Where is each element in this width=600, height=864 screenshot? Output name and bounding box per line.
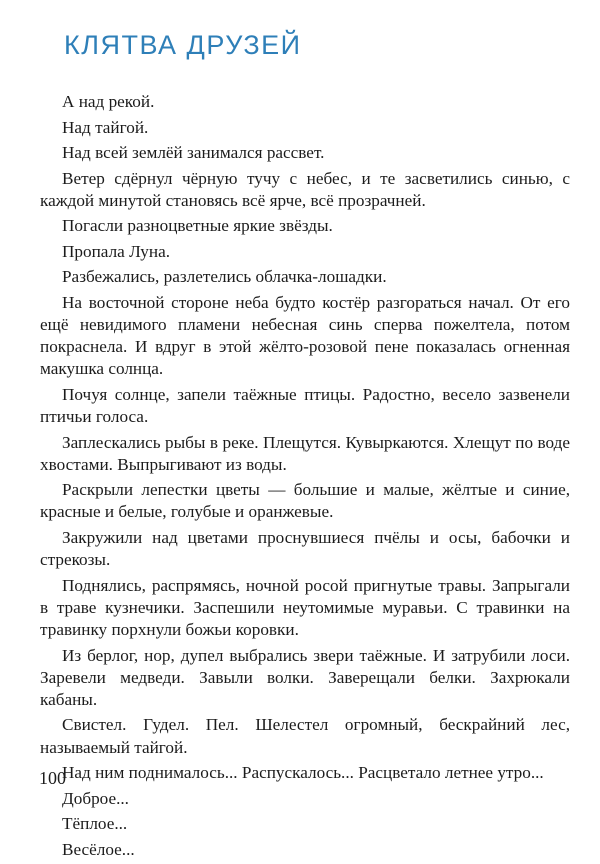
paragraph: Почуя солнце, запели таёжные птицы. Радостно, весело зазвенели птичьи голоса. [40,384,570,427]
paragraph: Доброе... [62,788,129,808]
chapter-title: КЛЯТВА ДРУЗЕЙ [64,30,302,60]
body-text [40,91,570,864]
paragraph: Разбежались, разлетелись облачка-лошадки. [62,267,387,287]
paragraph: На восточной стороне неба будто костёр разгораться начал. От его ещё невидимого пламени небесная синь сперва пожелтела, потом покраснела. И вдруг в этой жёлто-розовой пене показалась огненная макушка солнца. [40,292,570,379]
paragraph: Тёплое... [62,814,128,834]
paragraph: Над всей землёй занимался рассвет. [62,143,325,162]
paragraph: Ветер сдёрнул чёрную тучу с небес, и те засветились синью, с каждой минутой становясь всё ярче, всё прозрачней. [40,168,570,210]
paragraph: Поднялись, распрямясь, ночной росой пригнутые травы. Запрыгали в траве кузнечики. Заспешили неутомимые муравьи. С травинки на травинку порхнули божьи коровки. [40,575,570,640]
paragraph: Весёлое... [62,839,135,859]
page-number: 100 [39,768,66,788]
paragraph: Из берлог, нор, дупел выбрались звери таёжные. И затрубили лоси. Заревели медведи. Завыли волки. Заверещали белки. Захрюкали кабаны. [40,645,570,709]
paragraph: Заплескались рыбы в реке. Плещутся. Кувыркаются. Хлещут по воде хвостами. Выпрыгивают из воды. [40,432,570,474]
paragraph: Над ним поднималось... Распускалось... Расцветало летнее утро... [62,763,544,783]
paragraph: Над тайгой. [62,117,149,137]
paragraph: Раскрыли лепестки цветы — большие и малые, жёлтые и синие, красные и белые, голубые и оранжевые. [40,480,570,522]
paragraph: Закружили над цветами проснувшиеся пчёлы и осы, бабочки и стрекозы. [40,527,570,570]
paragraph: Свистел. Гудел. Пел. Шелестел огромный, бескрайний лес, называемый тайгой. [40,715,570,757]
paragraph: А над рекой. [62,92,155,111]
paragraph: Погасли разноцветные яркие звёзды. [62,216,333,236]
paragraph: Пропала Луна. [62,241,171,261]
